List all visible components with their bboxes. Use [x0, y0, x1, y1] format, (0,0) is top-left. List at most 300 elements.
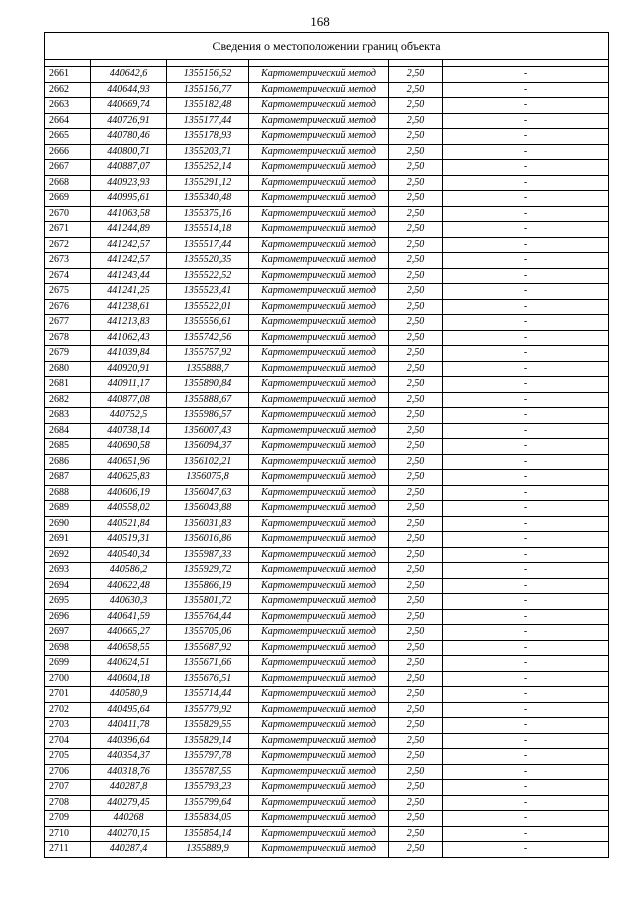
method-cell: Картометрический метод [249, 609, 389, 625]
coordinate-y: 1355757,92 [167, 346, 249, 362]
coordinate-x: 440604,18 [91, 671, 167, 687]
table-row [45, 377, 609, 393]
description-cell: - [443, 284, 609, 300]
table-row [45, 67, 609, 83]
point-number: 2668 [45, 175, 91, 191]
table-row [45, 640, 609, 656]
point-number: 2708 [45, 795, 91, 811]
accuracy-cell: 2,50 [389, 237, 443, 253]
accuracy-cell: 2,50 [389, 191, 443, 207]
description-cell: - [443, 268, 609, 284]
coordinate-x: 440411,78 [91, 718, 167, 734]
coordinate-y: 1355182,48 [167, 98, 249, 114]
description-cell: - [443, 640, 609, 656]
method-cell: Картометрический метод [249, 439, 389, 455]
method-cell: Картометрический метод [249, 640, 389, 656]
method-cell: Картометрический метод [249, 392, 389, 408]
method-cell: Картометрический метод [249, 222, 389, 238]
accuracy-cell: 2,50 [389, 733, 443, 749]
accuracy-cell: 2,50 [389, 532, 443, 548]
coordinate-x: 441241,25 [91, 284, 167, 300]
accuracy-cell: 2,50 [389, 361, 443, 377]
table-row [45, 702, 609, 718]
table-row [45, 144, 609, 160]
point-number: 2689 [45, 501, 91, 517]
table-row [45, 98, 609, 114]
description-cell: - [443, 175, 609, 191]
table-row [45, 82, 609, 98]
coordinate-x: 440920,91 [91, 361, 167, 377]
point-number: 2685 [45, 439, 91, 455]
point-number: 2675 [45, 284, 91, 300]
point-number: 2702 [45, 702, 91, 718]
coordinate-y: 1355929,72 [167, 563, 249, 579]
coordinate-x: 440270,15 [91, 826, 167, 842]
coordinate-y: 1355178,93 [167, 129, 249, 145]
coordinate-y: 1355797,78 [167, 749, 249, 765]
accuracy-cell: 2,50 [389, 439, 443, 455]
accuracy-cell: 2,50 [389, 346, 443, 362]
accuracy-cell: 2,50 [389, 625, 443, 641]
point-number: 2664 [45, 113, 91, 129]
table-row [45, 749, 609, 765]
coordinate-y: 1356043,88 [167, 501, 249, 517]
coordinate-x: 440606,19 [91, 485, 167, 501]
description-cell: - [443, 687, 609, 703]
point-number: 2687 [45, 470, 91, 486]
description-cell: - [443, 439, 609, 455]
method-cell: Картометрический метод [249, 532, 389, 548]
point-number: 2690 [45, 516, 91, 532]
accuracy-cell: 2,50 [389, 470, 443, 486]
point-number: 2682 [45, 392, 91, 408]
accuracy-cell: 2,50 [389, 315, 443, 331]
point-number: 2686 [45, 454, 91, 470]
method-cell: Картометрический метод [249, 671, 389, 687]
coordinate-x: 440625,83 [91, 470, 167, 486]
description-cell: - [443, 206, 609, 222]
coordinate-x: 440624,51 [91, 656, 167, 672]
coordinate-x: 440665,27 [91, 625, 167, 641]
coordinate-x: 440495,64 [91, 702, 167, 718]
coordinate-x: 440887,07 [91, 160, 167, 176]
coordinate-y: 1355801,72 [167, 594, 249, 610]
accuracy-cell: 2,50 [389, 764, 443, 780]
table-row [45, 547, 609, 563]
table-row [45, 764, 609, 780]
accuracy-cell: 2,50 [389, 811, 443, 827]
accuracy-cell: 2,50 [389, 330, 443, 346]
coordinate-x: 441243,44 [91, 268, 167, 284]
coordinate-x: 440630,3 [91, 594, 167, 610]
accuracy-cell: 2,50 [389, 702, 443, 718]
table-header: Сведения о местоположении границ объекта [45, 33, 609, 60]
description-cell: - [443, 454, 609, 470]
point-number: 2704 [45, 733, 91, 749]
accuracy-cell: 2,50 [389, 516, 443, 532]
coordinate-x: 440396,64 [91, 733, 167, 749]
table-row [45, 299, 609, 315]
table-row [45, 392, 609, 408]
description-cell: - [443, 361, 609, 377]
coordinate-x: 440780,46 [91, 129, 167, 145]
point-number: 2673 [45, 253, 91, 269]
table-body [45, 67, 609, 858]
method-cell: Картометрический метод [249, 702, 389, 718]
coordinate-x: 440669,74 [91, 98, 167, 114]
table-row [45, 129, 609, 145]
coordinate-y: 1355742,56 [167, 330, 249, 346]
accuracy-cell: 2,50 [389, 826, 443, 842]
coordinate-y: 1355793,23 [167, 780, 249, 796]
point-number: 2669 [45, 191, 91, 207]
method-cell: Картометрический метод [249, 144, 389, 160]
method-cell: Картометрический метод [249, 377, 389, 393]
table-row [45, 470, 609, 486]
coordinate-x: 441242,57 [91, 253, 167, 269]
table-row [45, 516, 609, 532]
table-row [45, 268, 609, 284]
point-number: 2672 [45, 237, 91, 253]
accuracy-cell: 2,50 [389, 82, 443, 98]
description-cell: - [443, 516, 609, 532]
coordinate-y: 1355517,44 [167, 237, 249, 253]
coordinate-x: 440651,96 [91, 454, 167, 470]
table-row [45, 253, 609, 269]
accuracy-cell: 2,50 [389, 206, 443, 222]
table-row [45, 826, 609, 842]
point-number: 2699 [45, 656, 91, 672]
method-cell: Картометрический метод [249, 547, 389, 563]
coordinate-y: 1356102,21 [167, 454, 249, 470]
description-cell: - [443, 842, 609, 858]
coordinate-y: 1355676,51 [167, 671, 249, 687]
coordinate-y: 1356031,83 [167, 516, 249, 532]
accuracy-cell: 2,50 [389, 609, 443, 625]
point-number: 2693 [45, 563, 91, 579]
table-row [45, 408, 609, 424]
method-cell: Картометрический метод [249, 268, 389, 284]
description-cell: - [443, 718, 609, 734]
point-number: 2663 [45, 98, 91, 114]
accuracy-cell: 2,50 [389, 377, 443, 393]
accuracy-cell: 2,50 [389, 392, 443, 408]
coordinate-y: 1355156,52 [167, 67, 249, 83]
method-cell: Картометрический метод [249, 594, 389, 610]
table-row [45, 532, 609, 548]
description-cell: - [443, 129, 609, 145]
accuracy-cell: 2,50 [389, 671, 443, 687]
method-cell: Картометрический метод [249, 578, 389, 594]
coordinate-y: 1356047,63 [167, 485, 249, 501]
accuracy-cell: 2,50 [389, 454, 443, 470]
coordinate-y: 1355203,71 [167, 144, 249, 160]
point-number: 2692 [45, 547, 91, 563]
coordinate-x: 440800,71 [91, 144, 167, 160]
description-cell: - [443, 222, 609, 238]
method-cell: Картометрический метод [249, 764, 389, 780]
table-row [45, 160, 609, 176]
coordinate-y: 1355252,14 [167, 160, 249, 176]
coordinate-x: 440995,61 [91, 191, 167, 207]
coordinate-x: 440287,4 [91, 842, 167, 858]
coordinate-y: 1355854,14 [167, 826, 249, 842]
point-number: 2697 [45, 625, 91, 641]
coordinate-y: 1355829,14 [167, 733, 249, 749]
method-cell: Картометрический метод [249, 563, 389, 579]
description-cell: - [443, 237, 609, 253]
method-cell: Картометрический метод [249, 82, 389, 98]
coordinate-x: 440540,34 [91, 547, 167, 563]
coordinate-x: 440586,2 [91, 563, 167, 579]
point-number: 2701 [45, 687, 91, 703]
description-cell: - [443, 811, 609, 827]
point-number: 2710 [45, 826, 91, 842]
method-cell: Картометрический метод [249, 67, 389, 83]
method-cell: Картометрический метод [249, 687, 389, 703]
accuracy-cell: 2,50 [389, 795, 443, 811]
description-cell: - [443, 563, 609, 579]
coordinate-y: 1355520,35 [167, 253, 249, 269]
description-cell: - [443, 470, 609, 486]
coordinate-x: 440911,17 [91, 377, 167, 393]
coordinate-y: 1355523,41 [167, 284, 249, 300]
point-number: 2711 [45, 842, 91, 858]
accuracy-cell: 2,50 [389, 253, 443, 269]
table-row [45, 594, 609, 610]
method-cell: Картометрический метод [249, 129, 389, 145]
coordinate-y: 1355764,44 [167, 609, 249, 625]
method-cell: Картометрический метод [249, 516, 389, 532]
method-cell: Картометрический метод [249, 470, 389, 486]
table-row [45, 237, 609, 253]
table-row [45, 718, 609, 734]
method-cell: Картометрический метод [249, 625, 389, 641]
coordinate-y: 1355522,01 [167, 299, 249, 315]
coordinate-x: 440287,8 [91, 780, 167, 796]
coordinate-x: 441242,57 [91, 237, 167, 253]
coordinate-x: 440268 [91, 811, 167, 827]
coordinate-y: 1356075,8 [167, 470, 249, 486]
point-number: 2684 [45, 423, 91, 439]
point-number: 2677 [45, 315, 91, 331]
point-number: 2707 [45, 780, 91, 796]
accuracy-cell: 2,50 [389, 67, 443, 83]
coordinate-y: 1355799,64 [167, 795, 249, 811]
method-cell: Картометрический метод [249, 113, 389, 129]
accuracy-cell: 2,50 [389, 563, 443, 579]
coordinate-x: 440318,76 [91, 764, 167, 780]
accuracy-cell: 2,50 [389, 284, 443, 300]
table-row [45, 222, 609, 238]
description-cell: - [443, 82, 609, 98]
table-row [45, 780, 609, 796]
coordinate-y: 1355687,92 [167, 640, 249, 656]
point-number: 2700 [45, 671, 91, 687]
method-cell: Картометрический метод [249, 191, 389, 207]
coordinate-y: 1355177,44 [167, 113, 249, 129]
coordinate-x: 440877,08 [91, 392, 167, 408]
accuracy-cell: 2,50 [389, 423, 443, 439]
coordinate-x: 440279,45 [91, 795, 167, 811]
coordinate-x: 441213,83 [91, 315, 167, 331]
description-cell: - [443, 594, 609, 610]
method-cell: Картометрический метод [249, 284, 389, 300]
point-number: 2676 [45, 299, 91, 315]
coordinate-x: 440644,93 [91, 82, 167, 98]
accuracy-cell: 2,50 [389, 594, 443, 610]
description-cell: - [443, 423, 609, 439]
table-row [45, 842, 609, 858]
method-cell: Картометрический метод [249, 175, 389, 191]
point-number: 2671 [45, 222, 91, 238]
table-row [45, 284, 609, 300]
accuracy-cell: 2,50 [389, 160, 443, 176]
coordinate-y: 1355787,55 [167, 764, 249, 780]
method-cell: Картометрический метод [249, 733, 389, 749]
coordinate-y: 1355986,57 [167, 408, 249, 424]
table-row [45, 733, 609, 749]
accuracy-cell: 2,50 [389, 780, 443, 796]
point-number: 2679 [45, 346, 91, 362]
point-number: 2709 [45, 811, 91, 827]
coordinate-x: 440580,9 [91, 687, 167, 703]
point-number: 2662 [45, 82, 91, 98]
method-cell: Картометрический метод [249, 749, 389, 765]
point-number: 2674 [45, 268, 91, 284]
accuracy-cell: 2,50 [389, 656, 443, 672]
description-cell: - [443, 377, 609, 393]
coordinate-x: 440923,93 [91, 175, 167, 191]
boundary-table [44, 32, 609, 858]
table-row [45, 501, 609, 517]
point-number: 2688 [45, 485, 91, 501]
coordinate-y: 1355834,05 [167, 811, 249, 827]
coordinate-x: 440738,14 [91, 423, 167, 439]
accuracy-cell: 2,50 [389, 299, 443, 315]
accuracy-cell: 2,50 [389, 129, 443, 145]
table-row [45, 454, 609, 470]
header-spacer [45, 60, 609, 67]
description-cell: - [443, 656, 609, 672]
table-row [45, 423, 609, 439]
coordinate-y: 1356094,37 [167, 439, 249, 455]
coordinate-x: 441062,43 [91, 330, 167, 346]
coordinate-y: 1355522,52 [167, 268, 249, 284]
coordinate-x: 440641,59 [91, 609, 167, 625]
method-cell: Картометрический метод [249, 315, 389, 331]
coordinate-y: 1355866,19 [167, 578, 249, 594]
description-cell: - [443, 330, 609, 346]
point-number: 2703 [45, 718, 91, 734]
coordinate-x: 440726,91 [91, 113, 167, 129]
description-cell: - [443, 780, 609, 796]
method-cell: Картометрический метод [249, 361, 389, 377]
coordinate-x: 440558,02 [91, 501, 167, 517]
description-cell: - [443, 98, 609, 114]
method-cell: Картометрический метод [249, 423, 389, 439]
table-row [45, 795, 609, 811]
table-row [45, 656, 609, 672]
table-row [45, 609, 609, 625]
method-cell: Картометрический метод [249, 206, 389, 222]
coordinate-y: 1355779,92 [167, 702, 249, 718]
description-cell: - [443, 253, 609, 269]
table-row [45, 206, 609, 222]
coordinate-y: 1356007,43 [167, 423, 249, 439]
accuracy-cell: 2,50 [389, 640, 443, 656]
accuracy-cell: 2,50 [389, 485, 443, 501]
coordinate-y: 1355987,33 [167, 547, 249, 563]
table-row [45, 439, 609, 455]
description-cell: - [443, 160, 609, 176]
point-number: 2678 [45, 330, 91, 346]
accuracy-cell: 2,50 [389, 222, 443, 238]
table-row [45, 625, 609, 641]
point-number: 2683 [45, 408, 91, 424]
description-cell: - [443, 113, 609, 129]
accuracy-cell: 2,50 [389, 144, 443, 160]
method-cell: Картометрический метод [249, 795, 389, 811]
table-row [45, 113, 609, 129]
method-cell: Картометрический метод [249, 718, 389, 734]
table-row [45, 330, 609, 346]
coordinate-x: 440521,84 [91, 516, 167, 532]
coordinate-x: 440752,5 [91, 408, 167, 424]
accuracy-cell: 2,50 [389, 749, 443, 765]
point-number: 2691 [45, 532, 91, 548]
table-row [45, 315, 609, 331]
point-number: 2661 [45, 67, 91, 83]
description-cell: - [443, 408, 609, 424]
table-row [45, 578, 609, 594]
coordinate-y: 1356016,86 [167, 532, 249, 548]
coordinate-y: 1355671,66 [167, 656, 249, 672]
table-row [45, 361, 609, 377]
accuracy-cell: 2,50 [389, 842, 443, 858]
description-cell: - [443, 144, 609, 160]
coordinate-x: 441238,61 [91, 299, 167, 315]
point-number: 2695 [45, 594, 91, 610]
method-cell: Картометрический метод [249, 160, 389, 176]
point-number: 2698 [45, 640, 91, 656]
coordinate-y: 1355889,9 [167, 842, 249, 858]
coordinate-y: 1355890,84 [167, 377, 249, 393]
point-number: 2666 [45, 144, 91, 160]
description-cell: - [443, 485, 609, 501]
page-number: 168 [310, 14, 330, 29]
description-cell: - [443, 671, 609, 687]
description-cell: - [443, 749, 609, 765]
method-cell: Картометрический метод [249, 98, 389, 114]
method-cell: Картометрический метод [249, 253, 389, 269]
description-cell: - [443, 191, 609, 207]
accuracy-cell: 2,50 [389, 268, 443, 284]
description-cell: - [443, 625, 609, 641]
method-cell: Картометрический метод [249, 842, 389, 858]
method-cell: Картометрический метод [249, 485, 389, 501]
description-cell: - [443, 346, 609, 362]
method-cell: Картометрический метод [249, 826, 389, 842]
accuracy-cell: 2,50 [389, 175, 443, 191]
coordinate-y: 1355888,7 [167, 361, 249, 377]
coordinate-y: 1355829,55 [167, 718, 249, 734]
method-cell: Картометрический метод [249, 408, 389, 424]
coordinate-y: 1355340,48 [167, 191, 249, 207]
point-number: 2681 [45, 377, 91, 393]
point-number: 2667 [45, 160, 91, 176]
method-cell: Картометрический метод [249, 299, 389, 315]
